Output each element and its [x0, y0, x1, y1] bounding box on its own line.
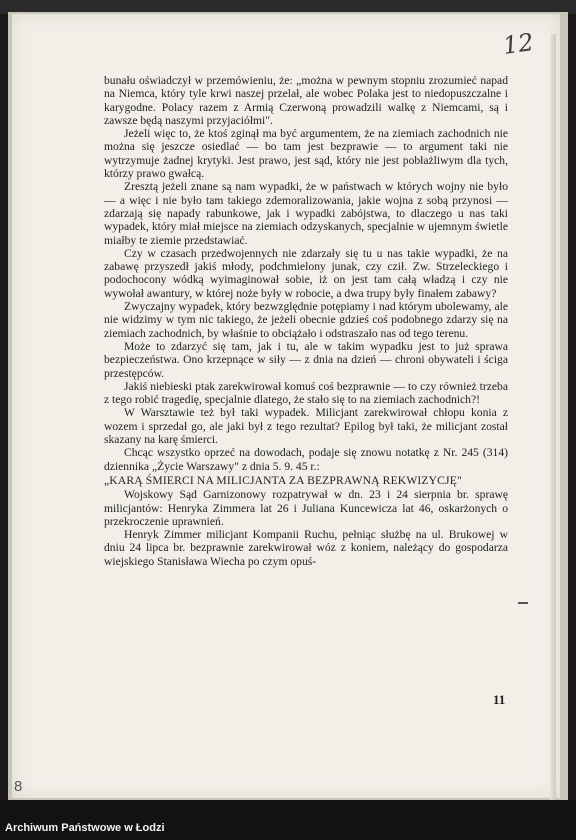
paragraph-1: bunału oświadczył w przemówieniu, że: „można w pewnym stopniu zrozumieć napad na Niemca, który tyle krwi naszej przelał, ale wobec Polaka jest to niedopuszczalne i karygodne. Polacy razem z Armią Czerwoną prowadzili walkę z Niemcami, są i zawsze będą naszymi przyjaciółmi".	[104, 74, 508, 127]
page-edge	[550, 34, 556, 804]
archive-name: Archiwum Państwowe w Łodzi	[5, 822, 165, 834]
paragraph-8: W Warsztawie też był taki wypadek. Milicjant zarekwirował chłopu konia z wozem i sprzedał go, ale jaki był z tego rezultat? Epilog był taki, że milicjant został skazany na karę śmierci.	[104, 406, 508, 447]
body-text	[104, 74, 508, 568]
paragraph-11: Henryk Zimmer milicjant Kompanii Ruchu, pełniąc służbę na ul. Brukowej w dniu 24 lipca br. bezprawnie zarekwirował wóz z koniem, należący do gospodarza wiejskiego Stanisława Wiecha po czym opuś-	[104, 528, 508, 568]
margin-mark	[518, 602, 528, 604]
page-number: 11	[493, 692, 506, 707]
paragraph-2: Jeżeli więc to, że ktoś zginął ma być argumentem, że na ziemiach zachodnich nie można się jeszcze osiedlać — bo tam jest bezprawie — to argument taki nie wytrzymuje żadnej krytyki. Jest prawo, jest sąd, który nie jest pobłażliwym dla tych, którzy prawo gwałcą.	[104, 127, 508, 181]
paragraph-9: Chcąc wszystko oprzeć na dowodach, podaje się znowu notatkę z Nr. 245 (314) dziennika „Życie Warszawy" z dnia 5. 9. 45 r.:	[104, 446, 508, 473]
handwritten-folio-number: 12	[501, 28, 536, 60]
paragraph-3: Zresztą jeżeli znane są nam wypadki, że w państwach w których wojny nie było — a więc i nie było tam takiego zdemoralizowania, jakie wojna z sobą przynosi — zdarzają się napady rabunkowe, jak i wypadki zabójstwa, to dlaczego u nas taki wypadek, który miał miejsce na ziemiach odzyskanych, specjalnie w ujemnym świetle miałby te ziemie przedstawiać.	[104, 180, 508, 247]
paragraph-7: Jakiś niebieski ptak zarekwirował komuś coś bezprawnie — to czy również trzeba z tego robić tragedię, specjalnie dlatego, że stało się to na ziemiach zachodnich?!	[104, 379, 508, 407]
paragraph-5: Zwyczajny wypadek, który bezwzględnie potępiamy i nad którym ubolewamy, ale nie widzimy w tym nic takiego, że jeżeli obecnie gdzieś coś podobnego zdarzy się na ziemiach zachodnich, by właśnie to obciążało i odstraszało nas od tego terenu.	[104, 300, 508, 340]
paragraph-4: Czy w czasach przedwojennych nie zdarzały się tu u nas takie wypadki, że na zabawę przyszedł jakiś młody, podchmielony junak, czy cził. Zw. Strzeleckiego i podochocony wódką wyimaginował sobie, iż on jest tam całą władzą i czy nie wywołał awantury, w której noże były w robocie, a dwa trupy były finałem zabawy?	[104, 246, 508, 300]
paragraph-6: Może to zdarzyć się tam, jak i tu, ale w takim wypadku jest to już sprawa bezpieczeństwa. Ono krzepnące w siły — z dnia na dzień — chroni obywateli i ściga przestępców.	[104, 339, 508, 380]
paragraph-10: Wojskowy Sąd Garnizonowy rozpatrywał w dn. 23 i 24 sierpnia br. sprawę milicjantów: Henryka Zimmera lat 26 i Juliana Kuncewicza lat 46, oskarżonych o przekroczenie uprawnień.	[104, 488, 508, 528]
quoted-headline: „KARĄ ŚMIERCI NA MILICJANTA ZA BEZPRAWNĄ REKWIZYCJĘ"	[104, 473, 462, 487]
archive-footer-bar	[0, 800, 576, 840]
corner-mark: 8	[14, 778, 23, 795]
